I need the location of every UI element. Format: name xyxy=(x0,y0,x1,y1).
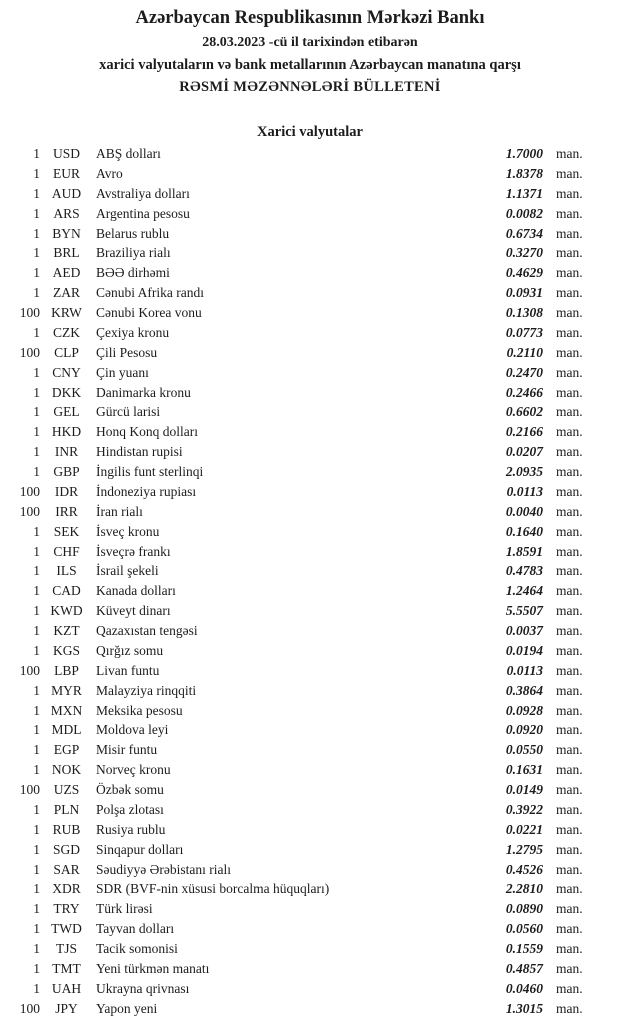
currency-name: Belarus rublu xyxy=(96,225,170,241)
currency-name: Qırğız somu xyxy=(96,642,164,658)
currency-code: EGP xyxy=(53,742,80,758)
currency-rate: 1.2464 xyxy=(505,583,543,599)
currency-quantity: 1 xyxy=(33,583,40,599)
currency-quantity: 1 xyxy=(33,324,40,340)
currency-quantity: 1 xyxy=(33,623,40,638)
currency-name: Polşa zlotası xyxy=(96,801,164,817)
currency-rate: 1.2795 xyxy=(505,841,543,857)
currency-rate-row xyxy=(0,383,620,403)
currency-name: İsrail şekeli xyxy=(96,563,159,579)
currency-quantity: 1 xyxy=(33,205,40,221)
currency-rate-row xyxy=(0,820,620,840)
currency-unit-label: man. xyxy=(556,841,583,857)
currency-code: KWD xyxy=(50,603,83,619)
currency-rate-row xyxy=(0,522,620,542)
currency-name: Yeni türkmən manatı xyxy=(96,960,210,976)
currency-quantity: 1 xyxy=(33,642,40,658)
currency-name: İsveç kronu xyxy=(96,523,160,539)
currency-quantity: 1 xyxy=(33,404,40,420)
currency-name: Türk lirəsi xyxy=(96,901,153,917)
currency-quantity: 1 xyxy=(33,424,40,440)
currency-rate-row xyxy=(0,959,620,979)
currency-unit-label: man. xyxy=(556,503,583,519)
currency-name: Misir funtu xyxy=(96,742,158,758)
currency-name: Səudiyyə Ərəbistanı rialı xyxy=(96,861,231,877)
bulletin-header xyxy=(0,0,620,97)
currency-unit-label: man. xyxy=(556,444,583,460)
currency-unit-label: man. xyxy=(556,404,583,420)
currency-rate: 0.2110 xyxy=(506,344,543,360)
currency-name: Livan funtu xyxy=(96,662,160,678)
currency-code: SGD xyxy=(52,841,80,857)
currency-unit-label: man. xyxy=(556,364,583,380)
currency-code: LBP xyxy=(54,662,79,678)
currency-rate-row xyxy=(0,422,620,442)
currency-unit-label: man. xyxy=(556,861,583,877)
currency-code: EUR xyxy=(53,165,80,181)
currency-rate-row xyxy=(0,283,620,303)
currency-name: BƏƏ dirhəmi xyxy=(96,265,170,281)
currency-quantity: 1 xyxy=(33,185,40,201)
currency-quantity: 1 xyxy=(33,543,40,559)
currency-unit-label: man. xyxy=(556,324,583,340)
currency-name: Cənubi Korea vonu xyxy=(96,305,202,320)
currency-quantity: 100 xyxy=(19,662,40,678)
currency-unit-label: man. xyxy=(556,583,583,599)
currency-rate-row xyxy=(0,343,620,363)
currency-code: SEK xyxy=(53,523,80,539)
currency-quantity: 1 xyxy=(33,285,40,301)
currency-name: Malayziya rinqqiti xyxy=(96,682,197,698)
currency-rate: 0.0040 xyxy=(505,503,543,519)
currency-quantity: 1 xyxy=(33,901,40,917)
currency-rate-row xyxy=(0,621,620,641)
currency-rate: 0.4526 xyxy=(505,861,543,877)
currency-name: Özbək somu xyxy=(96,782,164,797)
bulletin-subtitle: xarici valyutaların və bank metallarının Azərbaycan manatına qarşı xyxy=(99,57,521,73)
currency-code: ILS xyxy=(56,563,77,579)
section-title-foreign-currencies: Xarici valyutalar xyxy=(257,124,363,140)
currency-name: Rusiya rublu xyxy=(96,821,166,837)
currency-name: Çin yuanı xyxy=(96,364,149,380)
currency-quantity: 100 xyxy=(19,1000,40,1016)
currency-rate: 0.6602 xyxy=(505,404,543,420)
currency-quantity: 1 xyxy=(33,702,40,718)
currency-rate-row xyxy=(0,681,620,701)
currency-name: Küveyt dinarı xyxy=(96,603,171,619)
currency-quantity: 1 xyxy=(33,603,40,619)
currency-rate: 0.6734 xyxy=(505,225,543,241)
currency-rate: 1.3015 xyxy=(505,1000,543,1016)
currency-name: Hindistan rupisi xyxy=(96,444,183,460)
currency-code: BYN xyxy=(52,225,81,241)
currency-rate: 0.0460 xyxy=(505,980,543,996)
currency-unit-label: man. xyxy=(556,642,583,658)
currency-quantity: 1 xyxy=(33,165,40,181)
currency-rate-row xyxy=(0,661,620,681)
currency-code: USD xyxy=(52,146,80,161)
currency-rate: 0.0890 xyxy=(505,901,543,917)
currency-unit-label: man. xyxy=(556,603,583,619)
currency-quantity: 1 xyxy=(33,861,40,877)
currency-code: PLN xyxy=(53,801,80,817)
currency-code: GBP xyxy=(53,464,80,479)
currency-unit-label: man. xyxy=(556,742,583,758)
currency-unit-label: man. xyxy=(556,165,583,181)
currency-unit-label: man. xyxy=(556,722,583,738)
currency-quantity: 1 xyxy=(33,146,40,161)
currency-code: UZS xyxy=(53,782,80,797)
currency-unit-label: man. xyxy=(556,941,583,956)
currency-code: KRW xyxy=(51,305,82,320)
currency-quantity: 100 xyxy=(19,782,40,797)
currency-rate-row xyxy=(0,164,620,184)
currency-quantity: 1 xyxy=(33,245,40,261)
currency-name: SDR (BVF-nin xüsusi borcalma hüquqları) xyxy=(96,881,330,897)
currency-unit-label: man. xyxy=(556,821,583,837)
currency-rate-row xyxy=(0,502,620,522)
currency-rate-row xyxy=(0,740,620,760)
currency-name: Tacik somonisi xyxy=(96,941,178,956)
currency-rate-row xyxy=(0,303,620,323)
currency-rate-row xyxy=(0,462,620,482)
currency-rate-row xyxy=(0,979,620,999)
currency-name: İndoneziya rupiası xyxy=(96,483,197,499)
currency-rate: 1.8591 xyxy=(505,543,543,559)
currency-quantity: 1 xyxy=(33,265,40,281)
currency-name: Tayvan dolları xyxy=(96,921,175,937)
currency-rate-row xyxy=(0,800,620,820)
currency-unit-label: man. xyxy=(556,285,583,301)
currency-name: Avro xyxy=(96,165,123,181)
currency-rate-row xyxy=(0,780,620,800)
effective-date-line: 28.03.2023 -cü il tarixindən etibarən xyxy=(202,35,418,50)
currency-code: BRL xyxy=(53,245,80,261)
currency-name: İngilis funt sterlinqi xyxy=(96,464,204,479)
currency-name: İsveçrə frankı xyxy=(96,543,171,559)
currency-rate-row xyxy=(0,899,620,919)
currency-name: Çexiya kronu xyxy=(96,324,170,340)
currency-rate-row xyxy=(0,939,620,959)
currency-name: Ukrayna qrivnası xyxy=(96,980,190,996)
currency-rate: 0.2166 xyxy=(505,424,543,440)
currency-unit-label: man. xyxy=(556,245,583,261)
currency-quantity: 1 xyxy=(33,682,40,698)
currency-name: Braziliya rialı xyxy=(96,245,171,261)
currency-code: IDR xyxy=(54,483,79,499)
currency-unit-label: man. xyxy=(556,921,583,937)
currency-rate: 0.1640 xyxy=(505,523,543,539)
currency-quantity: 1 xyxy=(33,960,40,976)
currency-name: Sinqapur dolları xyxy=(96,841,184,857)
currency-unit-label: man. xyxy=(556,682,583,698)
currency-rate: 0.0550 xyxy=(505,742,543,758)
currency-rate: 0.3864 xyxy=(505,682,543,698)
currency-quantity: 100 xyxy=(19,503,40,519)
currency-rate: 0.0149 xyxy=(505,782,543,797)
currency-rate-row xyxy=(0,879,620,899)
currency-rate: 0.0113 xyxy=(506,483,543,499)
currency-unit-label: man. xyxy=(556,424,583,440)
currency-code: CAD xyxy=(52,583,81,599)
currency-unit-label: man. xyxy=(556,464,583,479)
currency-rate-row xyxy=(0,442,620,462)
currency-unit-label: man. xyxy=(556,801,583,817)
currency-unit-label: man. xyxy=(556,185,583,201)
currency-rate: 0.0113 xyxy=(506,662,543,678)
currency-rate: 1.7000 xyxy=(505,146,543,161)
currency-quantity: 1 xyxy=(33,742,40,758)
currency-rate: 1.1371 xyxy=(505,185,543,201)
currency-unit-label: man. xyxy=(556,523,583,539)
currency-code: TMT xyxy=(52,960,81,976)
currency-rate-row xyxy=(0,402,620,422)
currency-rate-row xyxy=(0,760,620,780)
currency-code: UAH xyxy=(51,980,82,996)
bank-name-title: Azərbaycan Respublikasının Mərkəzi Bankı xyxy=(135,8,485,28)
currency-unit-label: man. xyxy=(556,980,583,996)
currency-unit-label: man. xyxy=(556,543,583,559)
currency-quantity: 1 xyxy=(33,523,40,539)
currency-unit-label: man. xyxy=(556,305,583,320)
currency-rate-row xyxy=(0,224,620,244)
currency-quantity: 1 xyxy=(33,384,40,400)
currency-rate-row xyxy=(0,720,620,740)
currency-quantity: 1 xyxy=(33,225,40,241)
currency-quantity: 100 xyxy=(19,483,40,499)
currency-name: Norveç kronu xyxy=(96,762,171,778)
currency-rate: 0.0773 xyxy=(505,324,543,340)
currency-code: AED xyxy=(52,265,81,281)
currency-code: JPY xyxy=(55,1000,78,1016)
currency-name: Meksika pesosu xyxy=(96,702,183,718)
currency-code: RUB xyxy=(52,821,81,837)
currency-quantity: 100 xyxy=(19,305,40,320)
currency-code: MDL xyxy=(51,722,82,738)
currency-unit-label: man. xyxy=(556,344,583,360)
currency-rate-row xyxy=(0,601,620,621)
currency-quantity: 1 xyxy=(33,921,40,937)
currency-quantity: 1 xyxy=(33,464,40,479)
currency-rate-row xyxy=(0,184,620,204)
currency-unit-label: man. xyxy=(556,762,583,778)
currency-rate: 0.1631 xyxy=(505,762,543,778)
currency-rate: 0.0194 xyxy=(505,642,543,658)
currency-rate: 0.0207 xyxy=(505,444,543,460)
currency-unit-label: man. xyxy=(556,960,583,976)
currency-rate: 0.4629 xyxy=(505,265,543,281)
currency-rate-row xyxy=(0,999,620,1019)
currency-name: Kanada dolları xyxy=(96,583,176,599)
currency-code: TJS xyxy=(55,941,77,956)
currency-rate-row xyxy=(0,144,620,164)
currency-rate: 0.3270 xyxy=(505,245,543,261)
currency-rate: 0.0928 xyxy=(505,702,543,718)
currency-name: Honq Konq dolları xyxy=(96,424,198,440)
currency-code: MXN xyxy=(50,702,83,718)
currency-unit-label: man. xyxy=(556,901,583,917)
currency-quantity: 1 xyxy=(33,980,40,996)
currency-quantity: 1 xyxy=(33,364,40,380)
currency-quantity: 1 xyxy=(33,841,40,857)
currency-rate: 2.0935 xyxy=(505,464,543,479)
currency-rate-row xyxy=(0,243,620,263)
currency-name: Yapon yeni xyxy=(96,1000,158,1016)
currency-unit-label: man. xyxy=(556,662,583,678)
bulletin-title: RƏSMİ MƏZƏNNƏLƏRİ BÜLLETENİ xyxy=(179,79,441,95)
currency-rate: 0.2470 xyxy=(505,364,543,380)
currency-code: CHF xyxy=(53,543,80,559)
currency-code: GEL xyxy=(53,404,80,420)
currency-rate: 0.4783 xyxy=(505,563,543,579)
currency-rate-row xyxy=(0,363,620,383)
currency-code: AUD xyxy=(51,185,82,201)
currency-code: DKK xyxy=(51,384,82,400)
currency-code: ZAR xyxy=(53,285,80,301)
currency-unit-label: man. xyxy=(556,384,583,400)
currency-code: ARS xyxy=(53,205,80,221)
currency-code: IRR xyxy=(55,503,78,519)
currency-name: Cənubi Afrika randı xyxy=(96,285,204,301)
currency-rate: 0.0920 xyxy=(505,722,543,738)
currency-code: KZT xyxy=(53,623,80,638)
currency-rate: 0.4857 xyxy=(505,960,543,976)
currency-unit-label: man. xyxy=(556,146,583,161)
currency-rate: 0.0037 xyxy=(505,623,543,638)
currency-name: İran rialı xyxy=(96,503,143,519)
currency-name: Moldova leyi xyxy=(96,722,169,738)
currency-rate: 0.1308 xyxy=(505,305,543,320)
currency-code: KGS xyxy=(52,642,80,658)
currency-code: NOK xyxy=(51,762,82,778)
currency-code: TRY xyxy=(53,901,80,917)
currency-rate-row xyxy=(0,204,620,224)
currency-code: SAR xyxy=(53,861,80,877)
currency-rate: 0.1559 xyxy=(505,941,543,956)
currency-name: ABŞ dolları xyxy=(96,146,161,161)
currency-name: Danimarka kronu xyxy=(96,384,191,400)
currency-name: Qazaxıstan tengəsi xyxy=(96,623,198,638)
currency-rate: 5.5507 xyxy=(505,603,543,619)
currency-code: XDR xyxy=(52,881,81,897)
currency-quantity: 1 xyxy=(33,881,40,897)
currency-rate-row xyxy=(0,641,620,661)
currency-rate-row xyxy=(0,542,620,562)
currency-quantity: 1 xyxy=(33,801,40,817)
currency-unit-label: man. xyxy=(556,225,583,241)
currency-unit-label: man. xyxy=(556,623,583,638)
currency-rate-row xyxy=(0,919,620,939)
currency-rate-row xyxy=(0,701,620,721)
currency-quantity: 1 xyxy=(33,821,40,837)
currency-name: Çili Pesosu xyxy=(96,344,158,360)
currency-rate-row xyxy=(0,860,620,880)
currency-rate-row xyxy=(0,840,620,860)
exchange-rates-table xyxy=(0,144,620,1019)
currency-code: INR xyxy=(54,444,79,460)
currency-rate: 1.8378 xyxy=(505,165,543,181)
currency-unit-label: man. xyxy=(556,265,583,281)
currency-rate-row xyxy=(0,482,620,502)
currency-unit-label: man. xyxy=(556,702,583,718)
currency-name: Gürcü larisi xyxy=(96,404,161,420)
currency-code: CLP xyxy=(54,344,79,360)
currency-unit-label: man. xyxy=(556,782,583,797)
currency-code: CNY xyxy=(52,364,81,380)
currency-name: Avstraliya dolları xyxy=(96,185,190,201)
currency-code: MYR xyxy=(51,682,82,698)
currency-quantity: 1 xyxy=(33,941,40,956)
currency-rate: 2.2810 xyxy=(505,881,543,897)
currency-rate: 0.0931 xyxy=(505,285,543,301)
currency-quantity: 100 xyxy=(19,344,40,360)
currency-quantity: 1 xyxy=(33,762,40,778)
currency-rate: 0.0221 xyxy=(505,821,543,837)
currency-unit-label: man. xyxy=(556,563,583,579)
currency-unit-label: man. xyxy=(556,1000,583,1016)
currency-code: TWD xyxy=(51,921,82,937)
currency-quantity: 1 xyxy=(33,444,40,460)
currency-name: Argentina pesosu xyxy=(96,205,190,221)
currency-rate-row xyxy=(0,323,620,343)
currency-rate: 0.0082 xyxy=(505,205,543,221)
currency-rate: 0.3922 xyxy=(505,801,543,817)
currency-unit-label: man. xyxy=(556,205,583,221)
currency-code: CZK xyxy=(53,324,80,340)
currency-quantity: 1 xyxy=(33,563,40,579)
currency-rate: 0.2466 xyxy=(505,384,543,400)
currency-rate-row xyxy=(0,561,620,581)
currency-rate: 0.0560 xyxy=(505,921,543,937)
currency-quantity: 1 xyxy=(33,722,40,738)
currency-rate-row xyxy=(0,581,620,601)
currency-unit-label: man. xyxy=(556,483,583,499)
currency-rate-row xyxy=(0,263,620,283)
currency-unit-label: man. xyxy=(556,881,583,897)
currency-code: HKD xyxy=(51,424,82,440)
